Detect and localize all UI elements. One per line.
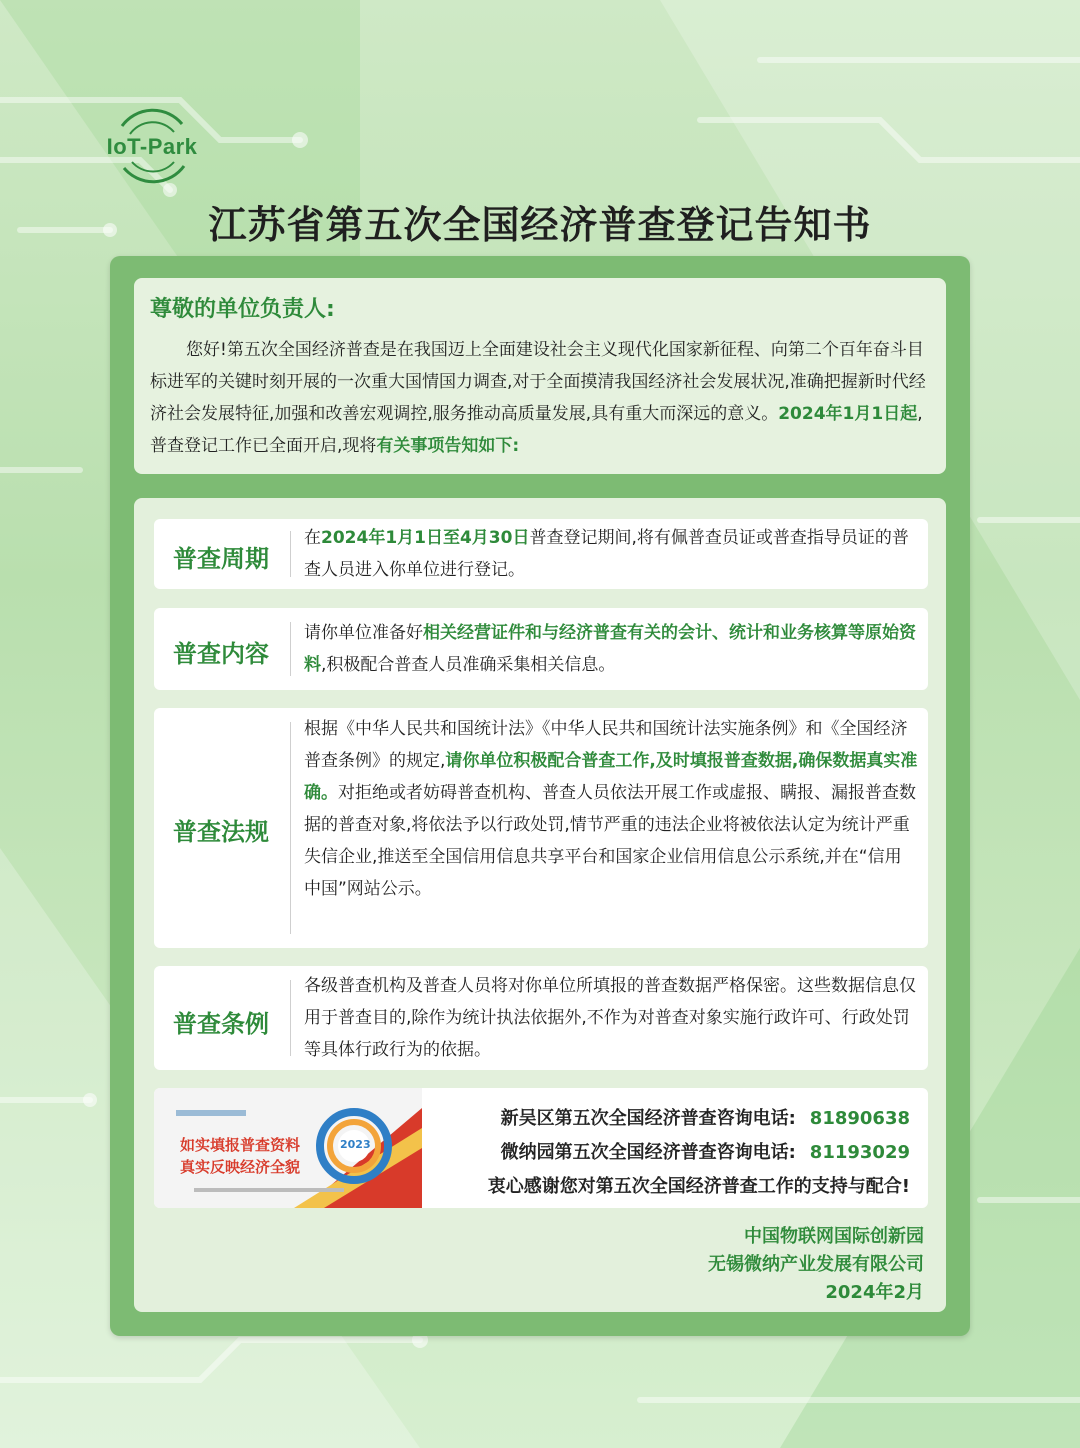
signature-org-1: 中国物联网国际创新园 — [744, 1226, 924, 1247]
section-text-part: 请你单位准备好 — [304, 623, 423, 643]
iot-park-logo — [104, 104, 200, 190]
section-cycle — [154, 519, 928, 589]
section-text-part: 普查登记期间,将有佩普查员证或普查指导员证的普查人员进入你单位进行登记。 — [304, 528, 909, 580]
section-text-part: 对拒绝或者妨碍普查机构、普查人员依法开展工作或虚报、瞒报、漏报普查数据的普查对象,将依法予以行政处罚,情节严重的违法企业将被依法认定为统计严重失信企业,推送至全国信用信息共享平台和国家企业信用信息公示系统,并在“信用中国”网站公示。 — [304, 783, 916, 899]
census-banner-image — [154, 1088, 422, 1208]
section-divider — [290, 722, 291, 934]
section-text-part: 各级普查机构及普查人员将对你单位所填报的普查数据严格保密。这些数据信息仅用于普查目的,除作为统计执法依据外,不作为对普查对象实施行政许可、行政处罚等具体行政行为的依据。 — [304, 976, 916, 1060]
emblem-year: 2023 — [340, 1138, 371, 1151]
section-divider — [290, 622, 291, 676]
page-title: 江苏省第五次全国经济普查登记告知书 — [208, 203, 872, 247]
greeting-text: ,普查登记工作已全面开启,现将 — [150, 404, 923, 456]
logo-text: IoT-Park — [106, 134, 198, 159]
section-divider — [290, 980, 291, 1056]
section-text-part: 根据《中华人民共和国统计法》《中华人民共和国统计法实施条例》和《全国经济普查条例》的规定, — [304, 719, 908, 771]
contact-label: 微纳园第五次全国经济普查咨询电话: — [500, 1142, 796, 1163]
section-text — [304, 970, 918, 1066]
section-text — [304, 713, 918, 905]
contact-line-xinwu — [501, 1104, 910, 1130]
contact-label: 新吴区第五次全国经济普查咨询电话: — [500, 1108, 796, 1129]
section-highlight: 请你单位积极配合普查工作,及时填报普查数据,确保数据真实准确。 — [304, 751, 918, 803]
greeting-text: 您好!第五次全国经济普查是在我国迈上全面建设社会主义现代化国家新征程、向第二个百年奋斗目标进军的关键时刻开展的一次重大国情国力调查,对于全面摸清我国经济社会发展状况,准确把握新时代经济社会发展特征,加强和改善宏观调控,服务推动高质量发展,具有重大而深远的意义。 — [150, 340, 926, 424]
section-highlight: 相关经营证件和与经济普查有关的会计、统计和业务核算等原始资料 — [304, 623, 916, 675]
section-label: 普查条例 — [173, 1010, 269, 1038]
section-highlight: 2024年1月1日至4月30日 — [321, 528, 530, 548]
signature-date: 2024年2月 — [825, 1282, 924, 1303]
section-label: 普查周期 — [173, 545, 269, 573]
section-label: 普查内容 — [173, 640, 269, 668]
greeting-heading: 尊敬的单位负责人: — [150, 297, 335, 322]
section-text-part: ,积极配合普查人员准确采集相关信息。 — [321, 655, 616, 675]
greeting-highlight: 有关事项告知如下: — [376, 436, 520, 456]
section-regulations — [154, 708, 928, 948]
section-text — [304, 522, 918, 586]
greeting-paragraph — [150, 334, 934, 462]
contact-line-weina — [501, 1138, 910, 1164]
greeting-highlight-date: 2024年1月1日起 — [778, 404, 918, 424]
contact-number: 81193029 — [809, 1142, 910, 1163]
section-text — [304, 617, 918, 681]
section-label: 普查法规 — [173, 818, 269, 846]
section-content — [154, 608, 928, 690]
contact-number: 81890638 — [809, 1108, 910, 1129]
section-divider — [290, 531, 291, 577]
banner-slogan-2: 真实反映经济全貌 — [180, 1158, 301, 1176]
thanks-line: 衷心感谢您对第五次全国经济普查工作的支持与配合! — [487, 1176, 910, 1197]
banner-slogan-1: 如实填报普查资料 — [180, 1136, 301, 1154]
section-ordinance — [154, 966, 928, 1070]
contact-box — [154, 1088, 928, 1208]
signature-org-2: 无锡微纳产业发展有限公司 — [708, 1254, 924, 1275]
section-text-part: 在 — [304, 528, 321, 548]
